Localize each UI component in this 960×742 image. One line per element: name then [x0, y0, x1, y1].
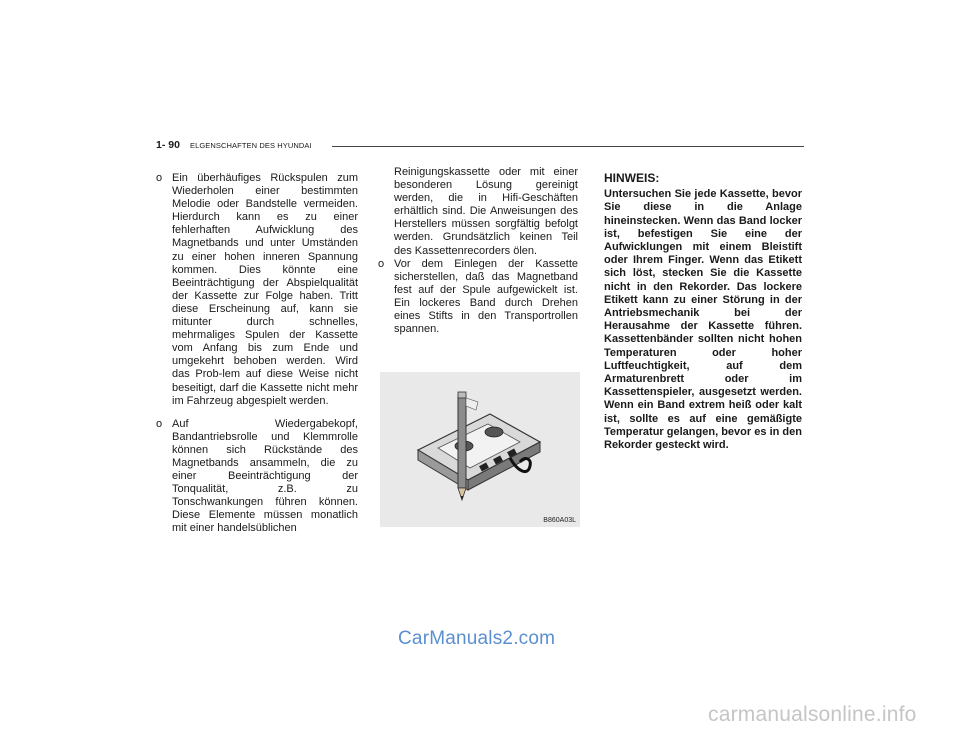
- note-body: Untersuchen Sie jede Kassette, bevor Sie diese in die Anlage hineinstecken. Wenn das Band locker ist, befestigen Sie eine der Aufwicklungen mit einem Bleistift oder Ihrem Finger. Wenn das Etikett sich löst, stecken Sie die Kassette nicht in den Rekorder. Das lockere Etikett kann zu einer Störung in der Antriebsmechanik bei der Herausahme der Kassette führen. Kassettenbänder sollten nicht hohen Temperaturen oder hoher Luftfeuchtigkeit, auf dem Armaturenbrett oder im Kassettenspieler, ausgesetzt werden. Wenn ein Band extrem heiß oder kalt ist, sollte es auf eine gemäßigte Temperatur gelangen, bevor es in den Rekorder gesteckt wird.: [604, 188, 802, 451]
- bullet-text: Vor dem Einlegen der Kassette sicherstellen, daß das Magnetband fest auf der Spule aufgewickelt ist. Ein lockeres Band durch Drehen eines Stifts in den Transportrollen spannen.: [394, 257, 578, 336]
- middle-column: [378, 166, 578, 336]
- bullet-marker: o: [156, 417, 163, 430]
- header-rule: [332, 146, 804, 147]
- bullet-rewind: [156, 172, 358, 408]
- cassette-illustration: [380, 372, 580, 527]
- right-column: [604, 172, 802, 452]
- bullet-cleaning: [156, 418, 358, 536]
- watermark-site: carmanualsonline.info: [708, 703, 917, 726]
- bullet-tape-tension: [378, 258, 578, 337]
- bullet-text: Ein überhäufiges Rückspulen zum Wiederholen einer bestimmten Melodie oder Bandstelle vermeiden. Hierdurch kann es zu einer fehlerhaften Aufwicklung des Magnetbands und unter Umständen zu einer hohen inneren Spannung kommen. Dies könnte eine Beeinträchtigung der Abspielqualität der Kassette zur Folge haben. Tritt diese Erscheinung auf, kann sie mitunter durch schnelles, mehrmaliges Spulen der Kassette vom Anfang bis zum Ende und umgekehrt behoben werden. Wird das Prob-lem auf diese Weise nicht beseitigt, darf die Kassette nicht mehr im Fahrzeug abgespielt werden.: [172, 172, 358, 407]
- bullet-marker: o: [378, 257, 385, 270]
- continuation-text: Reinigungskassette oder mit einer besonderen Lösung gereinigt werden, die in Hifi-Geschäften erhältlich sind. Die Anweisungen des Herstellers müssen sorgfältig befolgt werden. Grundsätzlich keinen Teil des Kassettenrecorders ölen.: [394, 166, 578, 257]
- figure-code: B860A03L: [543, 517, 576, 524]
- section-title: ELGENSCHAFTEN DES HYUNDAI: [190, 141, 312, 150]
- left-column: [156, 172, 358, 546]
- watermark-link[interactable]: CarManuals2.com: [398, 628, 556, 649]
- cassette-pencil-figure: [380, 372, 580, 527]
- page-number: 1- 90: [156, 139, 180, 151]
- bullet-text: Auf Wiedergabekopf, Bandantriebsrolle und Klemmrolle können sich Rückstände des Magnetbands ansammeln, die zu einer Beeinträchtigung der Tonqualität, z.B. zu Tonschwankungen führen können. Diese Elemente müssen monatlich mit einer handelsüblichen: [172, 417, 358, 535]
- bullet-marker: o: [156, 172, 163, 184]
- note-heading: HINWEIS:: [604, 171, 660, 185]
